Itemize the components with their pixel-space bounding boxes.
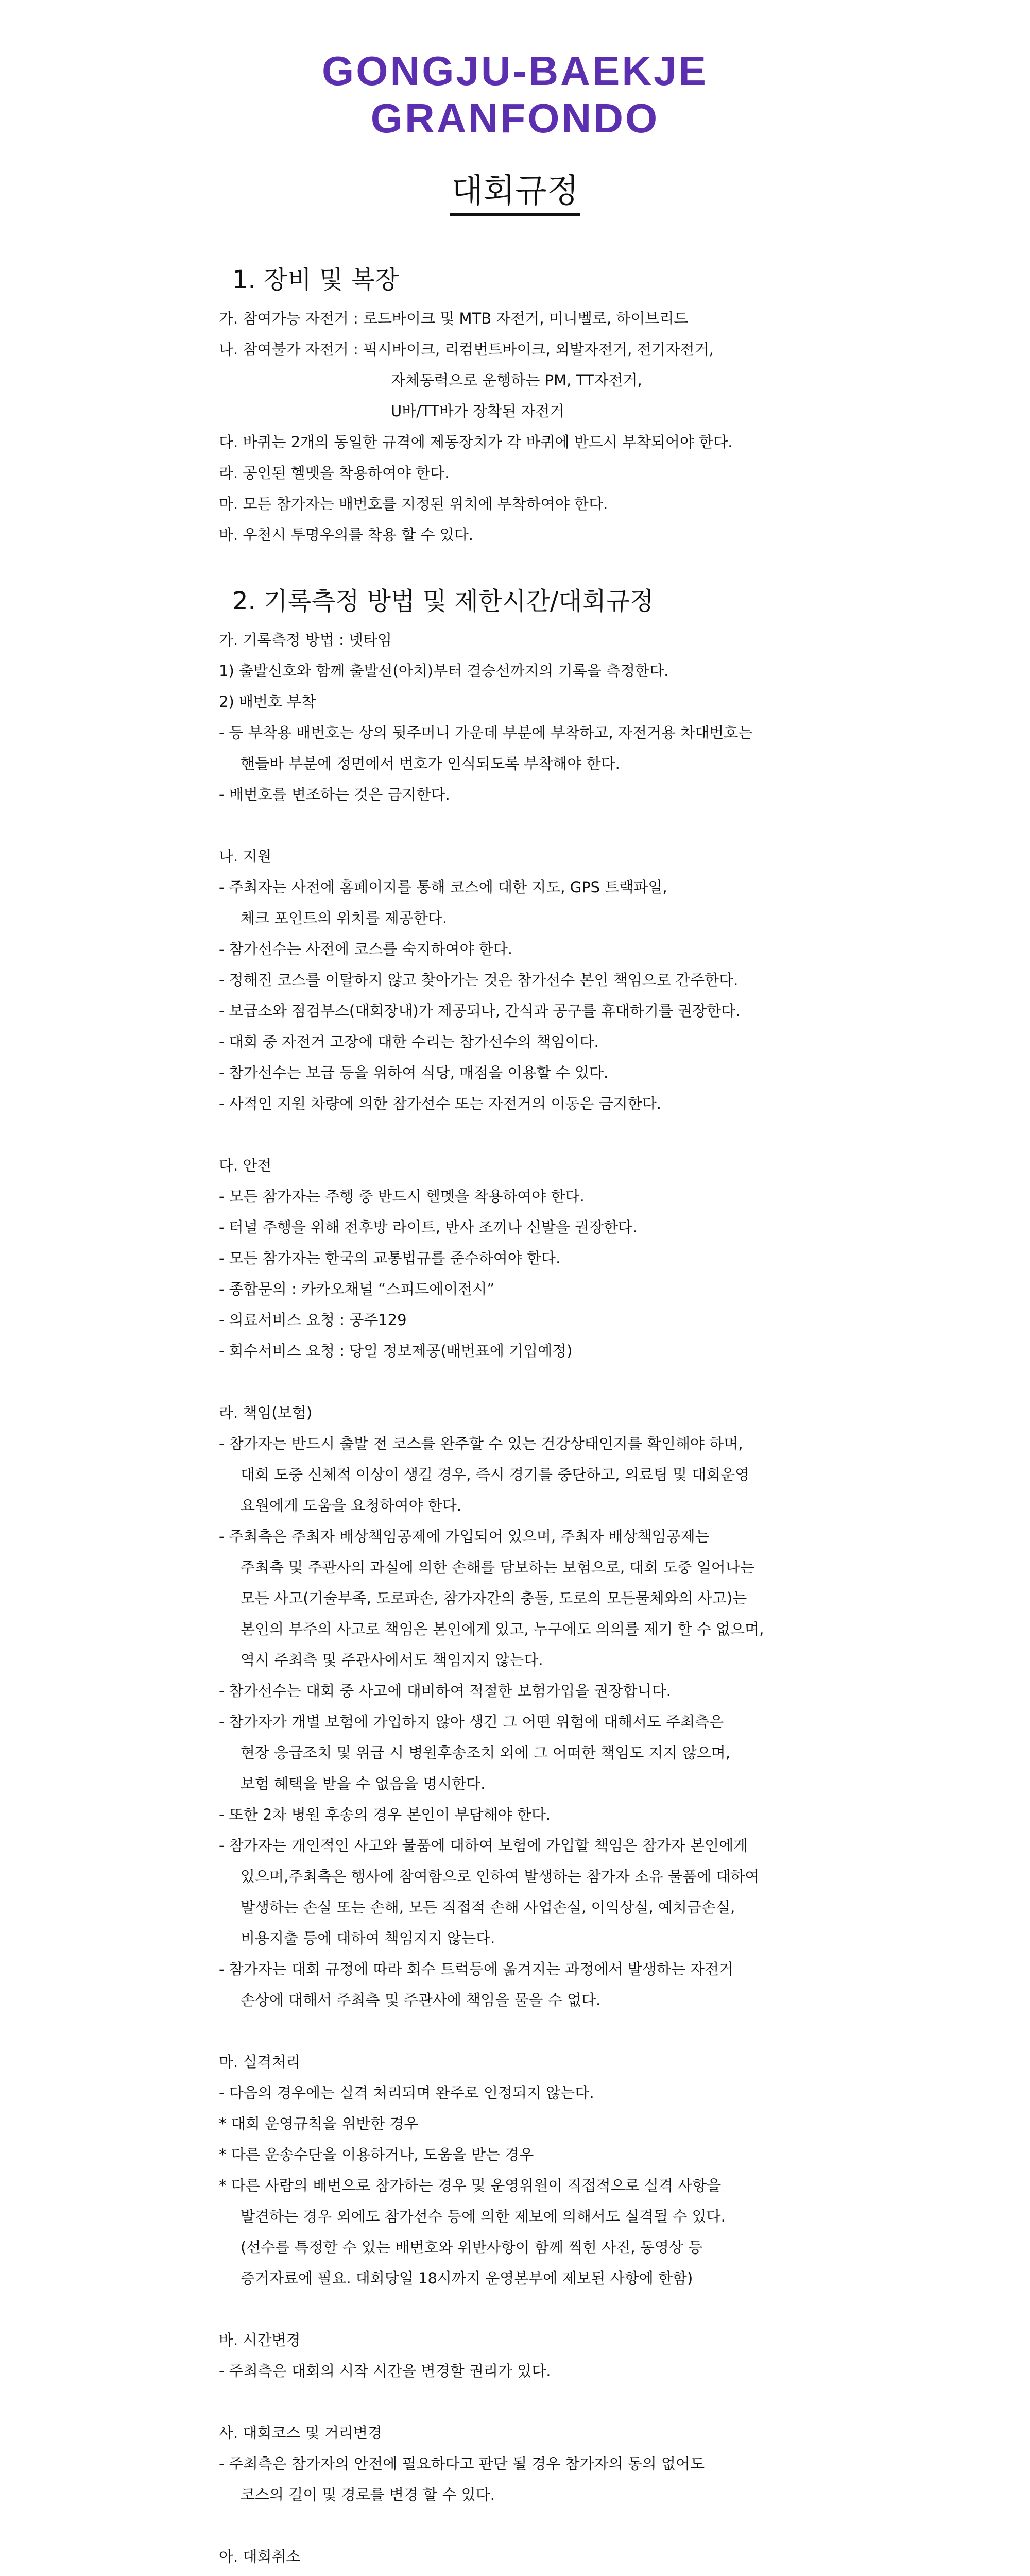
rule-line: U바/TT바가 장착된 자전거 — [391, 402, 564, 420]
rule-line: - 터널 주행을 위해 전후방 라이트, 반사 조끼나 신발을 권장한다. — [219, 1218, 638, 1236]
rule-line: 코스의 길이 및 경로를 변경 할 수 있다. — [241, 2486, 495, 2503]
rule-line: - 정해진 코스를 이탈하지 않고 찾아가는 것은 참가선수 본인 책임으로 간주한다. — [219, 971, 739, 989]
rule-line: - 주최자는 사전에 홈페이지를 통해 코스에 대한 지도, GPS 트랙파일, — [219, 878, 667, 896]
rule-line: 1) 출발신호와 함께 출발선(아치)부터 결승선까지의 기록을 측정한다. — [219, 662, 669, 680]
rule-line: * 다른 사람의 배번으로 참가하는 경우 및 운영위원이 직접적으로 실격 사항을 — [219, 2177, 722, 2194]
rule-line: - 참가자는 개인적인 사고와 물품에 대하여 보험에 가입할 책임은 참가자 본인에게 — [219, 1837, 748, 1854]
subsection-heading: 라. 책임(보험) — [219, 1404, 313, 1421]
rule-line: - 참가자가 개별 보험에 가입하지 않아 생긴 그 어떤 위험에 대해서도 주최측은 — [219, 1713, 724, 1731]
rule-line: 라. 공인된 헬멧을 착용하여야 한다. — [219, 464, 450, 482]
logo-line-2: GRANFONDO — [370, 95, 660, 141]
rule-line: 나. 참여불가 자전거 : 픽시바이크, 리컴번트바이크, 외발자전거, 전기자전거, — [219, 341, 714, 358]
regulations-content — [219, 263, 824, 2576]
subsection-heading: 나. 지원 — [219, 848, 272, 865]
rule-line: 체크 포인트의 위치를 제공한다. — [241, 909, 448, 927]
rule-line: - 등 부착용 배번호는 상의 뒷주머니 가운데 부분에 부착하고, 자전거용 차대번호는 — [219, 724, 753, 741]
rule-line: - 참가선수는 보급 등을 위하여 식당, 매점을 이용할 수 있다. — [219, 1064, 609, 1081]
section-timing-rules — [219, 584, 824, 2576]
subsection-spacer — [219, 2386, 824, 2417]
rule-line: 본인의 부주의 사고로 책임은 본인에게 있고, 누구에도 의의를 제기 할 수 없으며, — [241, 1620, 764, 1638]
rule-line: - 의료서비스 요청 : 공주129 — [219, 1311, 407, 1329]
rule-line: 현장 응급조치 및 위급 시 병원후송조치 외에 그 어떠한 책임도 지지 않으며, — [241, 1744, 731, 1761]
rule-line: - 주최측은 참가자의 안전에 필요하다고 판단 될 경우 참가자의 동의 없어도 — [219, 2455, 705, 2472]
subsection-spacer — [219, 2510, 824, 2541]
subsection-spacer — [219, 2294, 824, 2325]
rule-line: 마. 모든 참가자는 배번호를 지정된 위치에 부착하여야 한다. — [219, 495, 608, 513]
rule-line: * 대회 운영규칙을 위반한 경우 — [219, 2115, 419, 2132]
rule-line: - 보급소와 점검부스(대회장내)가 제공되나, 간식과 공구를 휴대하기를 권장한다. — [219, 1002, 741, 1020]
section-equipment — [219, 263, 824, 550]
rule-line: 가. 참여가능 자전거 : 로드바이크 및 MTB 자전거, 미니벨로, 하이브리드 — [219, 310, 689, 327]
section-title: 1. 장비 및 복장 — [232, 265, 399, 294]
rule-line: 2) 배번호 부착 — [219, 693, 316, 710]
subsection-heading: 바. 시간변경 — [219, 2331, 301, 2349]
rule-line: - 참가선수는 사전에 코스를 숙지하여야 한다. — [219, 940, 513, 958]
subsection-heading: 아. 대회취소 — [219, 2548, 301, 2565]
subsection-spacer — [219, 1366, 824, 1397]
subsection-spacer — [219, 2015, 824, 2046]
rule-line: - 참가자는 대회 규정에 따라 회수 트럭등에 옮겨지는 과정에서 발생하는 자전거 — [219, 1960, 734, 1978]
rule-line: 대회 도중 신체적 이상이 생길 경우, 즉시 경기를 중단하고, 의료팀 및 대회운영 — [241, 1466, 750, 1483]
rule-line: 다. 바퀴는 2개의 동일한 규격에 제동장치가 각 바퀴에 반드시 부착되어야 한다. — [219, 433, 733, 451]
rule-line: - 배번호를 변조하는 것은 금지한다. — [219, 786, 450, 803]
logo-line-1: GONGJU-BAEKJE — [322, 48, 708, 94]
rule-line: 역시 주최측 및 주관사에서도 책임지지 않는다. — [241, 1651, 543, 1669]
rule-line: - 회수서비스 요청 : 당일 정보제공(배번표에 기입예정) — [219, 1342, 573, 1360]
rule-line: - 주최측은 주최자 배상책임공제에 가입되어 있으며, 주최자 배상책임공제는 — [219, 1528, 710, 1545]
section-title: 2. 기록측정 방법 및 제한시간/대회규정 — [232, 587, 654, 616]
rule-line: 핸들바 부분에 정면에서 번호가 인식되도록 부착해야 한다. — [241, 755, 620, 772]
rule-line: - 사적인 지원 차량에 의한 참가선수 또는 자전거의 이동은 금지한다. — [219, 1095, 662, 1112]
rule-line: 자체동력으로 운행하는 PM, TT자전거, — [391, 371, 642, 389]
subsection-spacer — [219, 810, 824, 841]
rule-line: (선수를 특정할 수 있는 배번호와 위반사항이 함께 찍힌 사진, 동영상 등 — [241, 2239, 703, 2256]
rule-line: - 또한 2차 병원 후송의 경우 본인이 부담해야 한다. — [219, 1806, 551, 1823]
rule-line: 가. 기록측정 방법 : 넷타임 — [219, 631, 392, 649]
rule-line: 바. 우천시 투명우의를 착용 할 수 있다. — [219, 526, 473, 544]
rule-line: - 대회 중 자전거 고장에 대한 수리는 참가선수의 책임이다. — [219, 1033, 599, 1050]
rule-line: - 참가자는 반드시 출발 전 코스를 완주할 수 있는 건강상태인지를 확인해야 하며, — [219, 1435, 743, 1452]
rule-line: 발견하는 경우 외에도 참가선수 등에 의한 제보에 의해서도 실격될 수 있다. — [241, 2208, 726, 2225]
rule-line: - 다음의 경우에는 실격 처리되며 완주로 인정되지 않는다. — [219, 2084, 594, 2102]
logo-text — [0, 47, 1030, 142]
rule-line: 보험 혜택을 받을 수 없음을 명시한다. — [241, 1775, 486, 1792]
rule-line: 요원에게 도움을 요청하여야 한다. — [241, 1497, 462, 1514]
page-title: 대회규정 — [450, 170, 579, 216]
subsection-heading: 사. 대회코스 및 거리변경 — [219, 2424, 383, 2442]
rule-line: - 모든 참가자는 주행 중 반드시 헬멧을 착용하여야 한다. — [219, 1188, 585, 1205]
rule-line: - 모든 참가자는 한국의 교통법규를 준수하여야 한다. — [219, 1249, 561, 1267]
rule-line: 증거자료에 필요. 대회당일 18시까지 운영본부에 제보된 사항에 한함) — [241, 2269, 693, 2287]
rule-line: 비용지출 등에 대하여 책임지지 않는다. — [241, 1929, 495, 1947]
rule-line: 발생하는 손실 또는 손해, 모든 직접적 손해 사업손실, 이익상실, 예치금손실, — [241, 1899, 735, 1916]
subsection-heading: 다. 안전 — [219, 1157, 272, 1174]
rule-line: - 참가선수는 대회 중 사고에 대비하여 적절한 보험가입을 권장합니다. — [219, 1682, 671, 1700]
rule-line: 모든 사고(기술부족, 도로파손, 참가자간의 충돌, 도로의 모든물체와의 사고)는 — [241, 1589, 747, 1607]
rule-line: 주최측 및 주관사의 과실에 의한 손해를 담보하는 보험으로, 대회 도중 일어나는 — [241, 1558, 754, 1576]
rule-line: - 주최측은 대회의 시작 시간을 변경할 권리가 있다. — [219, 2362, 551, 2380]
rule-line: 있으며,주최측은 행사에 참여함으로 인하여 발생하는 참가자 소유 물품에 대하여 — [241, 1868, 760, 1885]
rule-line: * 다른 운송수단을 이용하거나, 도움을 받는 경우 — [219, 2146, 534, 2163]
page-title-wrap — [0, 170, 1030, 216]
rule-line — [219, 2572, 824, 2576]
rule-line: 손상에 대해서 주최측 및 주관사에 책임을 물을 수 없다. — [241, 1991, 601, 2009]
section-spacer — [219, 550, 824, 584]
rule-line: - 종합문의 : 카카오채널 “스피드에이전시” — [219, 1280, 495, 1298]
subsection-heading: 마. 실격처리 — [219, 2053, 301, 2071]
subsection-spacer — [219, 1119, 824, 1150]
